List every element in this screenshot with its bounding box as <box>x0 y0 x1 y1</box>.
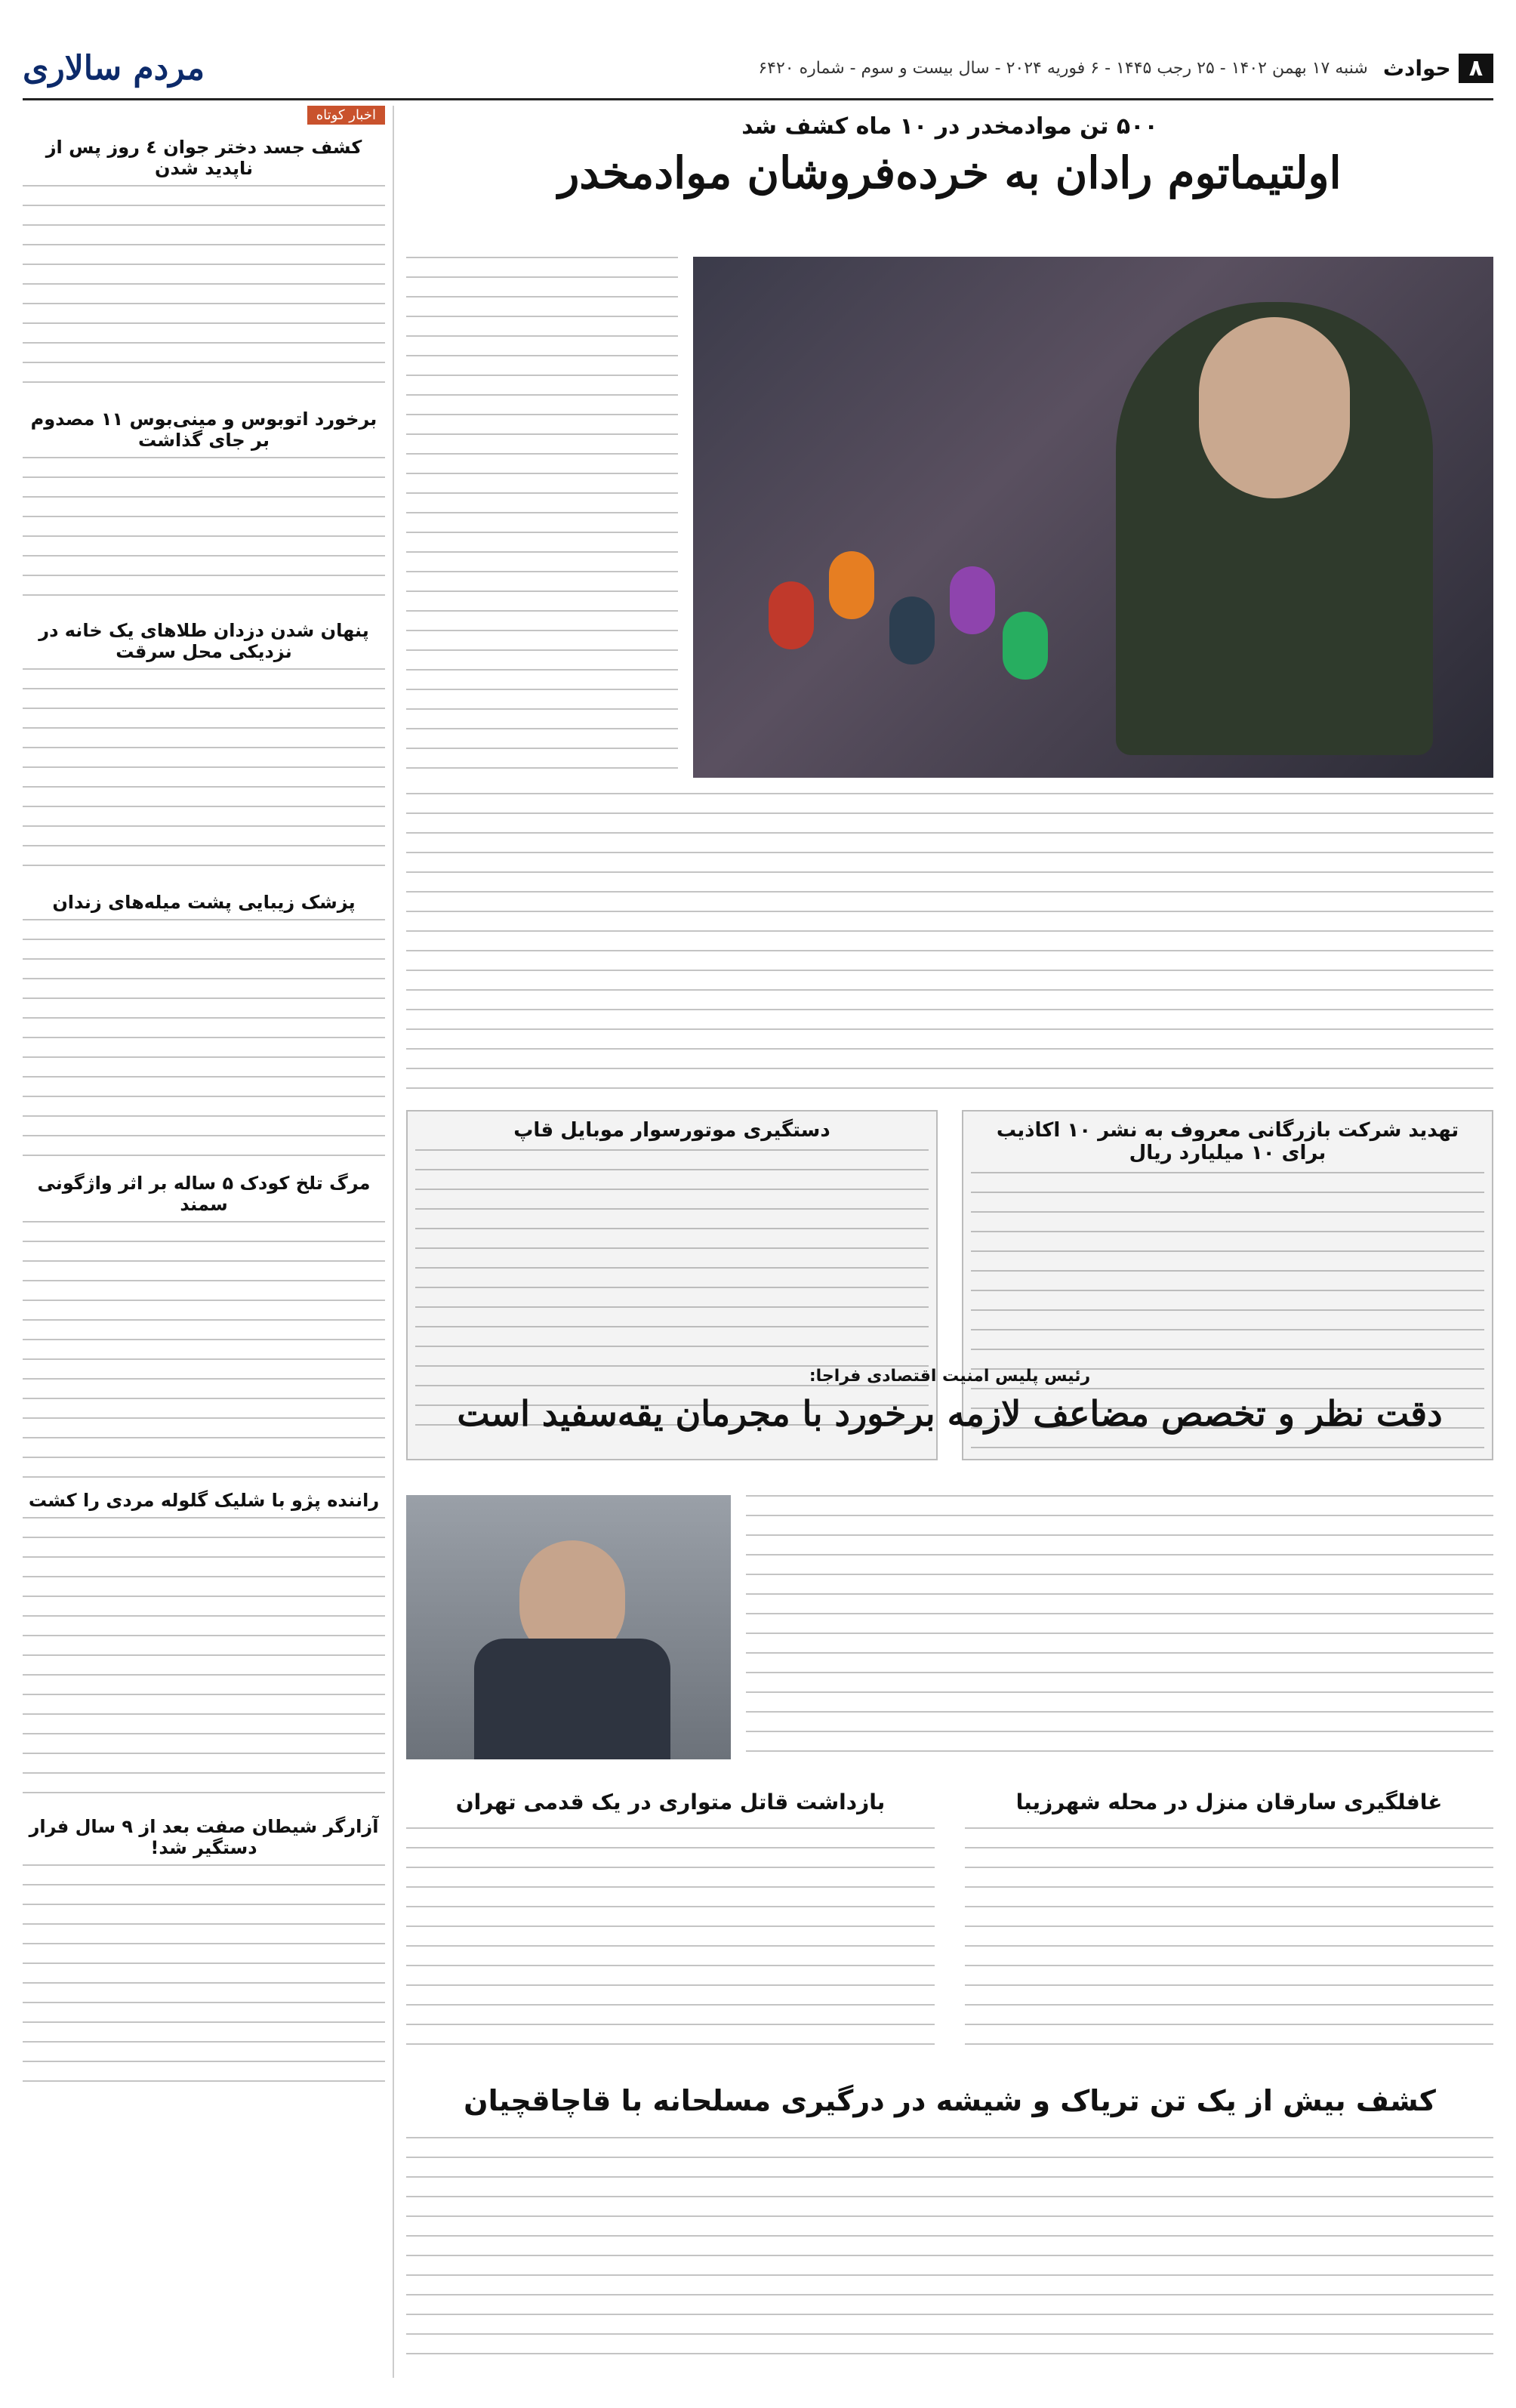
short-news-title: پزشک زیبایی پشت میله‌های زندان <box>52 892 356 913</box>
story2-headline: دقت نظر و تخصص مضاعف لازمه برخورد با مجرمان یقه‌سفید است <box>457 1393 1443 1434</box>
main-column <box>406 106 1493 2378</box>
short-news-title: پنهان شدن دزدان طلاهای یک خانه در نزدیکی محل سرقت <box>39 620 369 662</box>
mic <box>1003 612 1048 680</box>
story2-kicker: رئیس پلیس امنیت اقتصادی فراجا: <box>809 1367 1091 1386</box>
story3-title: غافلگیری سارقان منزل در محله شهرزیبا <box>1015 1790 1443 1814</box>
short-news-tag: اخبار کوتاه <box>307 106 385 125</box>
short-news-body <box>23 1517 385 1804</box>
brand-logo: مردم سالاری <box>23 48 205 88</box>
lead-kicker: ۵۰۰ تن موادمخدر در ۱۰ ماه کشف شد <box>741 113 1158 140</box>
short-news-column <box>23 106 394 2378</box>
short-news-body <box>23 1864 385 2091</box>
page-number: ۸ <box>1459 54 1493 83</box>
short-news-body <box>23 185 385 396</box>
photo-subject-face <box>1199 317 1350 498</box>
story4-body <box>406 1827 935 2054</box>
lead-photo <box>693 257 1493 778</box>
mic <box>769 581 814 649</box>
short-news-title: آزارگر شیطان صفت بعد از ۹ سال فرار دستگیر شد! <box>29 1816 379 1858</box>
short-news-body <box>23 457 385 608</box>
lead-body-bottom <box>406 793 1493 1095</box>
story4-title: بازداشت قاتل متواری در یک قدمی تهران <box>455 1790 886 1814</box>
short-news-title: مرگ تلخ کودک ۵ ساله بر اثر واژگونی سمند <box>37 1173 371 1215</box>
mic <box>950 566 995 634</box>
mic <box>829 551 874 619</box>
dateline: شنبه ۱۷ بهمن ۱۴۰۲ - ۲۵ رجب ۱۴۴۵ - ۶ فوریه ۲۰۲۴ - سال بیست و سوم - شماره ۶۴۲۰ <box>758 58 1368 78</box>
short-news-title: راننده پژو با شلیک گلوله مردی را کشت <box>28 1490 380 1511</box>
story5-body <box>406 2137 1493 2363</box>
short-news-body <box>23 668 385 880</box>
microphones <box>753 521 1071 748</box>
masthead <box>23 38 1493 100</box>
story2-photo <box>406 1495 731 1759</box>
box-story-1-title: تهدید شرکت بازرگانی معروف به نشر ۱۰ اکاذیب برای ۱۰ میلیارد ریال <box>996 1119 1459 1164</box>
short-news-title: برخورد اتوبوس و مینی‌بوس ۱۱ مصدوم بر جای گذاشت <box>30 409 377 451</box>
story3-body <box>965 1827 1493 2054</box>
mic <box>889 597 935 664</box>
short-news-title: کشف جسد دختر جوان ٤ روز پس از ناپدید شدن <box>45 137 362 179</box>
story2-body <box>746 1495 1493 1759</box>
section-name: حوادث <box>1382 55 1451 81</box>
lead-headline: اولتیماتوم رادان به خرده‌فروشان موادمخدر <box>558 147 1342 199</box>
photo-subject <box>474 1639 670 1759</box>
lead-body-column <box>406 257 678 778</box>
short-news-body <box>23 1221 385 1478</box>
section-header <box>1383 54 1493 83</box>
story5-title: کشف بیش از یک تن تریاک و شیشه در درگیری مسلحانه با قاچاقچیان <box>464 2084 1436 2117</box>
box-story-2-title: دستگیری موتورسوار موبایل قاپ <box>513 1119 830 1142</box>
short-news-body <box>23 919 385 1161</box>
